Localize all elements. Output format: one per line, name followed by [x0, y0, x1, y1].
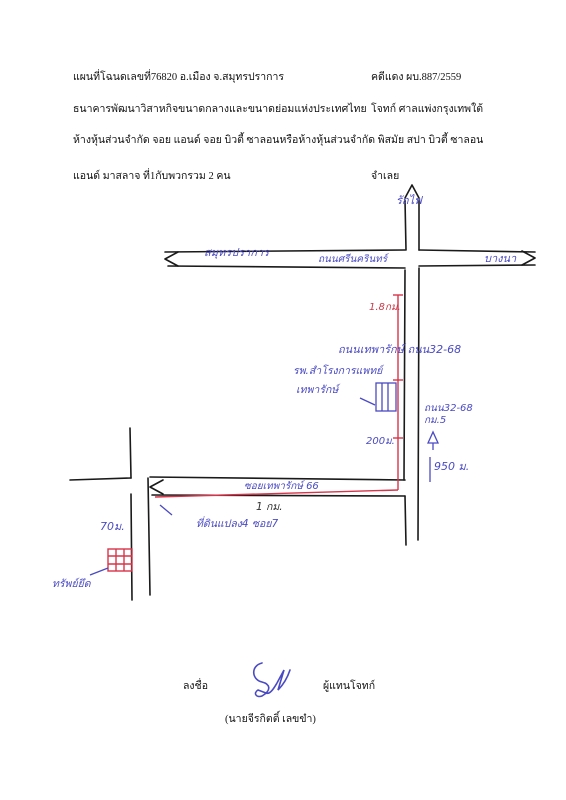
pointer-plot — [160, 505, 172, 515]
hospital-label: รพ.สำโรงการแพทย์ — [293, 365, 383, 377]
arrow-soi — [150, 480, 163, 494]
arrow-east — [522, 251, 535, 265]
distance-200m: 200ม. — [366, 436, 395, 447]
signer-role: ผู้แทนโจทก์ — [323, 681, 376, 692]
north-label: รัถไฟ — [396, 194, 422, 207]
west-label: สมุทรปราการ — [204, 246, 269, 259]
distance-1km: 1 กม. — [256, 501, 283, 513]
signer-name: (นายจีรกิตติ์ เลขขำ) — [225, 714, 316, 725]
left-road-c — [70, 478, 131, 480]
hospital-label-2: เทพารักษ์ — [296, 384, 339, 396]
header-line1-left: แผนที่โฉนดเลขที่76820 อ.เมือง จ.สมุทรปราการ — [73, 72, 285, 83]
plot-label: ที่ดินแปลง4 ซอย7 — [196, 518, 279, 530]
property-label: ทรัพย์ยึด — [52, 578, 91, 590]
hospital-building — [376, 383, 396, 411]
cross-road-bottom-east — [419, 265, 535, 266]
distance-70m: 70ม. — [100, 520, 125, 533]
left-road-a — [130, 428, 131, 478]
km-marker-label: ถนน32-68 — [424, 403, 473, 414]
property-building — [108, 549, 132, 571]
km-marker-triangle — [428, 432, 438, 443]
main-road-east-edge-south — [418, 268, 419, 540]
east-label: บางนา — [484, 252, 517, 265]
soi-road-label: ซอยเทพารักษ์ 66 — [244, 481, 319, 492]
left-road-b — [148, 478, 150, 595]
soi-bottom-east — [405, 496, 406, 545]
arrow-west — [165, 252, 178, 266]
signature-mark — [254, 663, 290, 696]
property-lines — [108, 549, 132, 571]
main-road-west-edge-south — [404, 270, 405, 480]
cross-road-top-east — [419, 250, 535, 252]
soi-label: ถนนเทพารักษ์ ถนน32-68 — [338, 343, 462, 356]
plaintiff-name: ธนาคารพัฒนาวิสาหกิจขนาดกลางและขนาดย่อมแห่งประเทศไทย — [73, 104, 367, 115]
case-number: คดีแดง ผบ.887/2559 — [371, 72, 462, 83]
main-road-label: ถนนศรีนครินทร์ — [318, 254, 388, 265]
left-road-d — [131, 494, 132, 600]
plaintiff-court: โจทก์ ศาลแพ่งกรุงเทพใต้ — [371, 104, 484, 115]
hospital-pointer — [360, 398, 375, 405]
pointer-property — [90, 568, 108, 575]
defendant-line: ห้างหุ้นส่วนจำกัด จอย แอนด์ จอย บิวตี้ ซาลอนหรือห้างหุ้นส่วนจำกัด พิสมัย สปา บิวตี้ ซาลอน — [73, 135, 484, 146]
defendant-line-2: แอนด์ มาสลาจ ที่1กับพวกรวม 2 คน — [73, 171, 231, 182]
distance-950m: 950 ม. — [434, 460, 470, 473]
km-marker-label-2: กม.5 — [424, 415, 447, 426]
defendant-label: จำเลย — [371, 171, 400, 182]
sign-label: ลงชื่อ — [183, 681, 208, 692]
distance-north: 1.8กม. — [369, 302, 401, 313]
hospital-lines — [382, 383, 388, 411]
